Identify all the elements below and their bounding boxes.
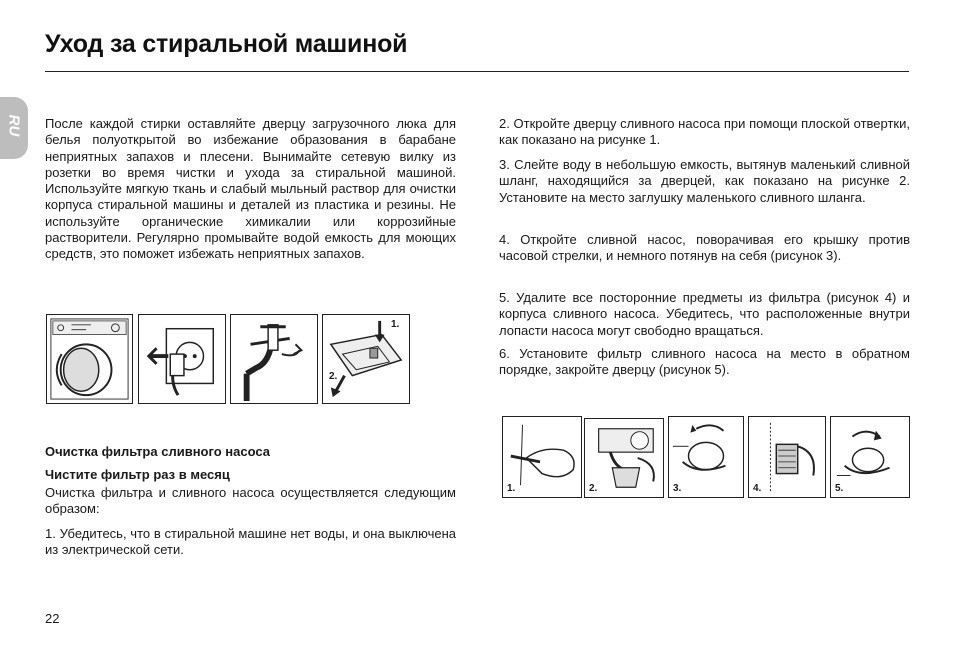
figure-label: 3. (673, 483, 682, 494)
figure-drain-water (584, 418, 664, 498)
figure-detergent-drawer (322, 314, 410, 404)
figure-label: 1. (507, 483, 516, 494)
language-tab (0, 97, 28, 159)
figure-refit-filter (830, 416, 910, 498)
figure-washer-door (46, 314, 133, 404)
figure-water-tap (230, 314, 318, 404)
language-tab-label: RU (5, 114, 23, 137)
step-2: 2. Откройте дверцу сливного насоса при помощи плоской отвертки, как показано на рисунке 1. (499, 116, 910, 148)
step-4: 4. Откройте сливной насос, поворачивая его крышку против часовой стрелки, и немного потянув на себя (рисунок 3). (499, 232, 910, 264)
title-divider (45, 71, 909, 72)
step-6: 6. Установите фильтр сливного насоса на место в обратном порядке, закройте дверцу (рисунок 5). (499, 346, 910, 378)
figure-label: 5. (835, 483, 844, 494)
figure-label: 2. (329, 371, 338, 382)
figure-label: 4. (753, 483, 762, 494)
figure-label: 2. (589, 483, 598, 494)
figure-unscrew-pump (668, 416, 744, 498)
page-number: 22 (45, 611, 60, 626)
page-title: Уход за стиральной машиной (45, 30, 408, 58)
step-3: 3. Слейте воду в небольшую емкость, вытянув маленький сливной шланг, находящийся за дверцей, как показано на рисунке 2. Установите на место заглушку маленького сливного шланга. (499, 157, 910, 205)
section-intro: Очистка фильтра и сливного насоса осуществляется следующим образом: (45, 485, 456, 517)
figure-label: 1. (391, 319, 400, 330)
step-1: 1. Убедитесь, что в стиральной машине нет воды, и она выключена из электрической сети. (45, 526, 456, 558)
step-5: 5. Удалите все посторонние предметы из фильтра (рисунок 4) и корпуса сливного насоса. Убедитесь, что расположенные внутри лопасти насоса могут свободно вращаться. (499, 290, 910, 338)
figure-clean-filter (748, 416, 826, 498)
section-heading: Очистка фильтра сливного насоса (45, 444, 270, 459)
sub-heading: Чистите фильтр раз в месяц (45, 467, 230, 482)
figure-open-pump-door (502, 416, 582, 498)
figure-unplug-socket (138, 314, 226, 404)
intro-paragraph: После каждой стирки оставляйте дверцу загрузочного люка для белья полуоткрытой во избежание образования в барабане неприятных запахов и плесени. Вынимайте сетевую вилку из розетки во время чистки и ухода за стиральной машиной. Используйте мягкую ткань и слабый мыльный раствор для очистки корпуса стиральной машины и деталей из пластика и резины. Не используйте органические химикалии или коррозийные растворители. Регулярно промывайте водой емкость для моющих средств, это поможет избежать неприятных запахов. (45, 116, 456, 262)
